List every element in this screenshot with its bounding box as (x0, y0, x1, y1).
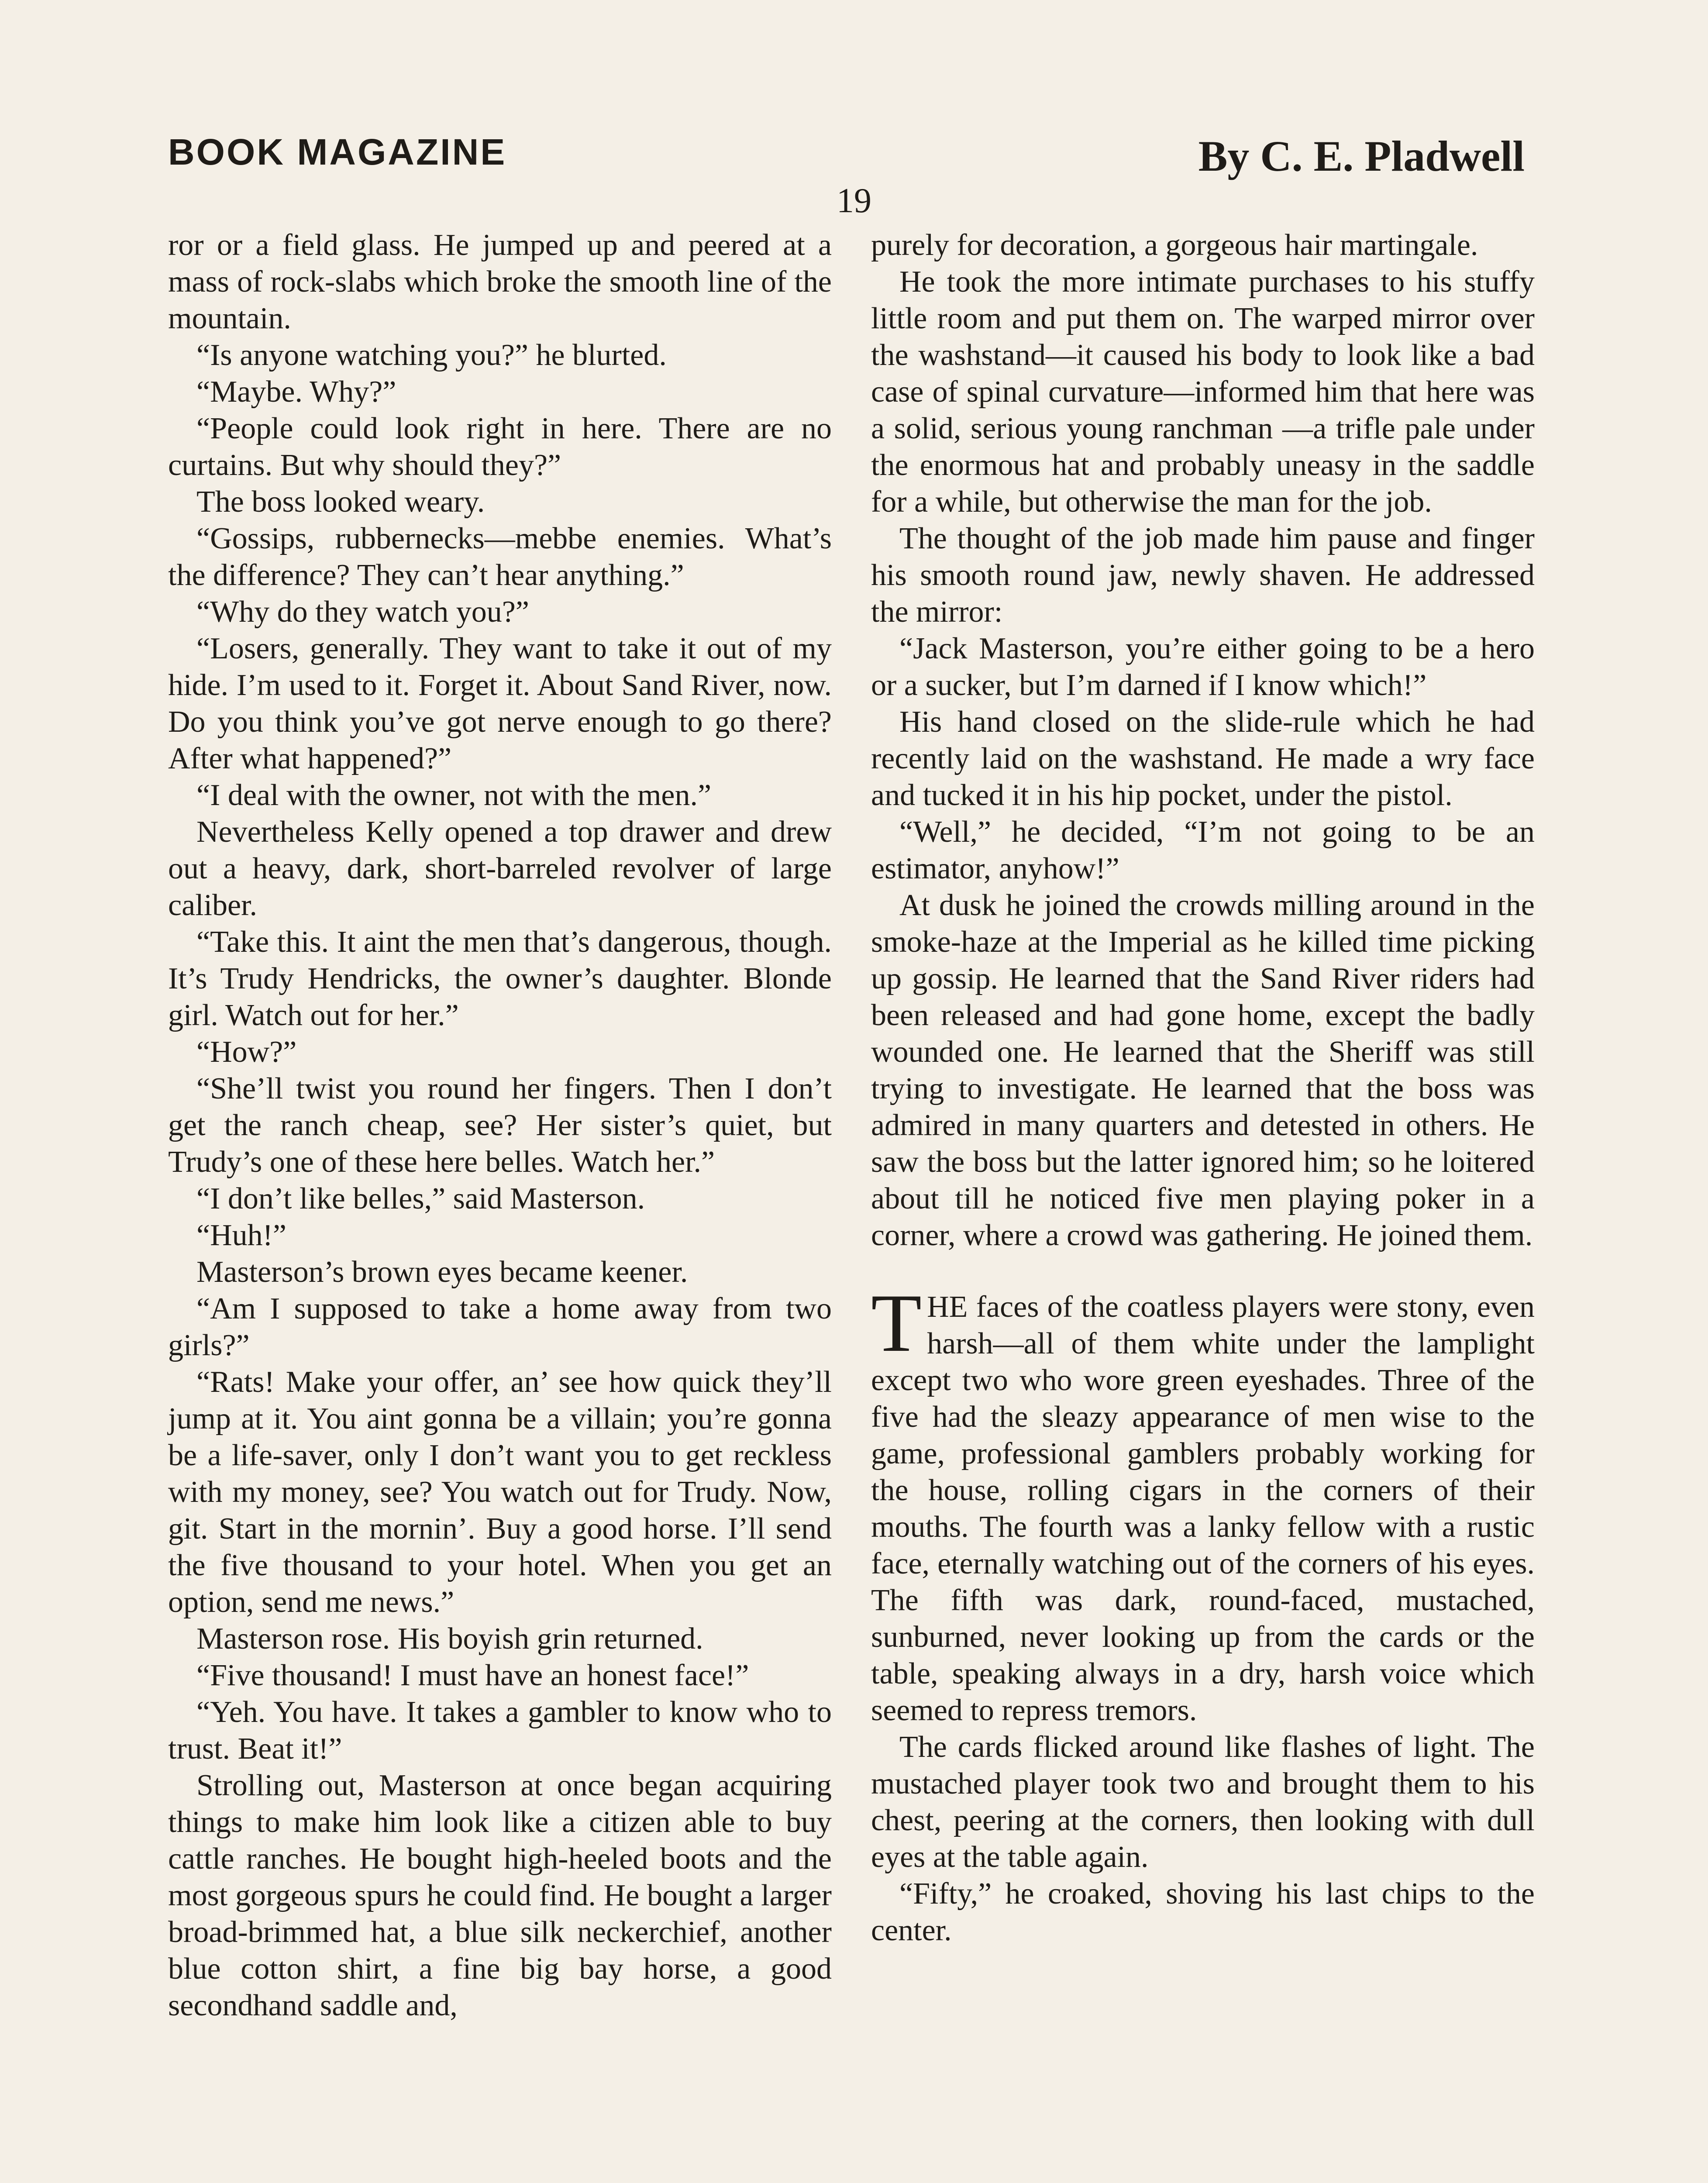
paragraph: “How?” (196, 1035, 297, 1069)
drop-cap: T (871, 1277, 922, 1369)
paragraph: “Losers, generally. They want to take it out of my hide. I’m used to it. Forget it. About Sand River, now. Do you think you’ve got nerve enough to go there? After what happened?” (168, 632, 832, 775)
paragraph: Masterson’s brown eyes became keener. (196, 1255, 688, 1289)
paragraph: “Well,” he decided, “I’m not going to be an estimator, anyhow!” (871, 815, 1535, 885)
paragraph: The thought of the job made him pause and finger his smooth round jaw, newly shaven. He addressed the mirror: (871, 522, 1535, 629)
paragraph: “Jack Masterson, you’re either going to be a hero or a sucker, but I’m darned if I know which!” (871, 632, 1535, 702)
paragraph: ror or a field glass. He jumped up and peered at a mass of rock-slabs which broke the smooth line of the mountain. (168, 228, 832, 335)
paragraph: “Huh!” (196, 1219, 287, 1252)
paragraph: “Fifty,” he croaked, shoving his last chips to the center. (871, 1877, 1535, 1947)
paragraph: “Maybe. Why?” (196, 375, 396, 409)
paragraph: He took the more intimate purchases to his stuffy little room and put them on. The warped mirror over the washstand—it caused his body to look like a bad case of spinal curvature—informed him that here was a solid, serious young ranchman —a trifle pale under the enormous hat and probably uneasy in the saddle for a while, but otherwise the man for the job. (871, 265, 1535, 519)
paragraph: “Why do they watch you?” (196, 595, 529, 629)
left-column (168, 227, 832, 2183)
running-head-author: By C. E. Pladwell (1198, 132, 1525, 180)
paragraph: purely for decoration, a gorgeous hair martingale. (871, 228, 1478, 262)
paragraph: The cards flicked around like flashes of light. The mustached player took two and brought them to his chest, peering at the corners, then looking with dull eyes at the table again. (871, 1730, 1535, 1874)
paragraph: “Yeh. You have. It takes a gambler to know who to trust. Beat it!” (168, 1695, 832, 1766)
running-head-title: BOOK MAGAZINE (168, 131, 507, 172)
section-break (871, 1254, 1535, 1289)
paragraph: “Five thousand! I must have an honest face!” (196, 1659, 749, 1692)
paragraph: “Gossips, rubbernecks—mebbe enemies. What’s the difference? They can’t hear anything.” (168, 522, 832, 592)
page-number: 19 (837, 182, 871, 220)
section-opening-paragraph (871, 1277, 1535, 1729)
paragraph: Masterson rose. His boyish grin returned. (196, 1622, 703, 1656)
paragraph: “Rats! Make your offer, an’ see how quick they’ll jump at it. You aint gonna be a villain; you’re gonna be a life-saver, only I don’t want you to get reckless with my money, see? You watch out for Trudy. Now, git. Start in the mornin’. Buy a good horse. I’ll send the five thousand to your hotel. When you get an option, send me news.” (168, 1365, 832, 1619)
paragraph: “Am I supposed to take a home away from two girls?” (168, 1292, 832, 1362)
paragraph: “Take this. It aint the men that’s dangerous, though. It’s Trudy Hendricks, the owner’s daughter. Blonde girl. Watch out for her.” (168, 925, 832, 1032)
paragraph: “I deal with the owner, not with the men.” (196, 778, 712, 812)
right-column (871, 227, 1535, 2183)
paragraph: At dusk he joined the crowds milling around in the smoke-haze at the Imperial as he killed time picking up gossip. He learned that the Sand River riders had been released and had gone home, except the badly wounded one. He learned that the Sheriff was still trying to investigate. He learned that the boss was admired in many quarters and detested in others. He saw the boss but the latter ignored him; so he loitered about till he noticed five men playing poker in a corner, where a crowd was gathering. He joined them. (871, 888, 1535, 1252)
paragraph: The boss looked weary. (196, 485, 485, 519)
paragraph: Strolling out, Masterson at once began acquiring things to make him look like a citizen able to buy cattle ranches. He bought high-heeled boots and the most gorgeous spurs he could find. He bought a larger broad-brimmed hat, a blue silk neckerchief, another blue cotton shirt, a fine big bay horse, a good secondhand saddle and, (168, 1769, 832, 2022)
paragraph: His hand closed on the slide-rule which he had recently laid on the washstand. He made a wry face and tucked it in his hip pocket, under the pistol. (871, 705, 1535, 812)
paragraph: “I don’t like belles,” said Masterson. (196, 1182, 645, 1215)
paragraph: “Is anyone watching you?” he blurted. (196, 338, 667, 372)
paragraph: “She’ll twist you round her fingers. Then I don’t get the ranch cheap, see? Her sister’s quiet, but Trudy’s one of these here belles. Watch her.” (168, 1072, 832, 1179)
paragraph: Nevertheless Kelly opened a top drawer and drew out a heavy, dark, short-barreled revolver of large caliber. (168, 815, 832, 922)
paragraph: “People could look right in here. There are no curtains. But why should they?” (168, 412, 832, 482)
paragraph-text: HE faces of the coatless players were stony, even harsh—all of them white under the lamplight except two who wore green eyeshades. Three of the five had the sleazy appearance of men wise to the game, professional gamblers probably working for the house, rolling cigars in the corners of their mouths. The fourth was a lanky fellow with a rustic face, eternally watching out of the corners of his eyes. The fifth was dark, round-faced, mustached, sunburned, never looking up from the cards or the table, speaking always in a dry, harsh voice which seemed to repress tremors. (871, 1290, 1535, 1727)
